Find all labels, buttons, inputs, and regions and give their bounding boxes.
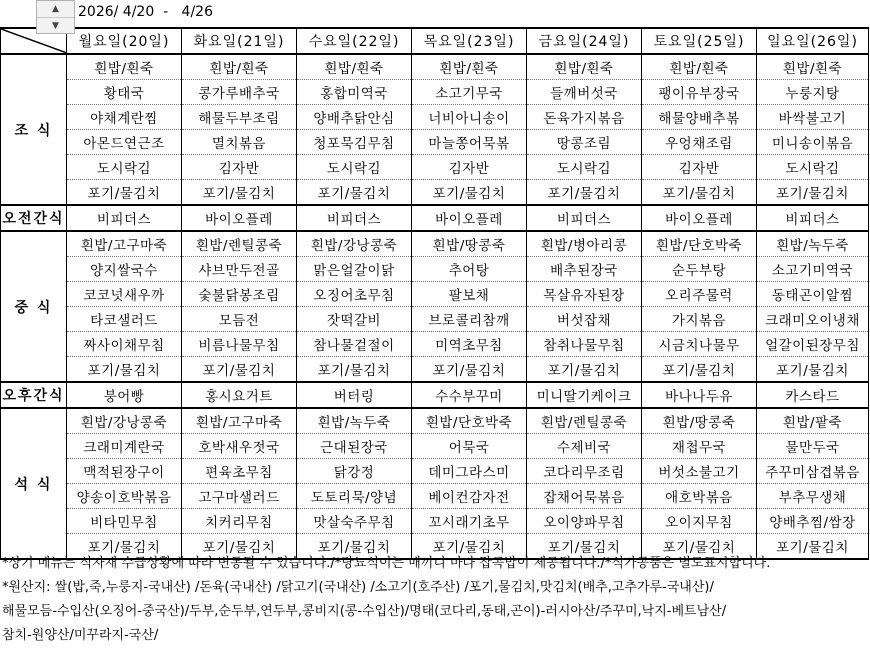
menu-cell: 얼갈이된장무침 bbox=[757, 332, 869, 357]
menu-cell: 도시락김 bbox=[757, 155, 869, 180]
menu-cell: 부추무생채 bbox=[757, 484, 869, 509]
spin-down-icon[interactable]: ▼ bbox=[37, 17, 74, 34]
menu-cell: 비피더스 bbox=[527, 205, 642, 231]
menu-cell: 오이양파무침 bbox=[527, 509, 642, 534]
menu-cell: 청포묵김무침 bbox=[297, 130, 412, 155]
menu-cell: 황태국 bbox=[67, 80, 182, 105]
meal-row bbox=[1, 382, 869, 408]
menu-cell: 오이지무침 bbox=[642, 509, 757, 534]
meal-row bbox=[1, 332, 869, 357]
menu-cell: 추어탕 bbox=[412, 257, 527, 282]
notes-section bbox=[2, 552, 868, 648]
menu-cell: 해물양배추볶 bbox=[642, 105, 757, 130]
spin-up-icon[interactable]: ▲ bbox=[52, 4, 59, 14]
meal-row bbox=[1, 257, 869, 282]
meal-table-body bbox=[1, 54, 869, 559]
menu-cell: 흰밥/흰죽 bbox=[297, 54, 412, 80]
menu-cell: 타코샐러드 bbox=[67, 307, 182, 332]
menu-cell: 물만두국 bbox=[757, 434, 869, 459]
menu-cell: 흰밥/흰죽 bbox=[757, 54, 869, 80]
menu-cell: 흰밥/렌틸콩죽 bbox=[182, 231, 297, 257]
menu-cell: 누룽지탕 bbox=[757, 80, 869, 105]
menu-cell: 흰밥/녹두죽 bbox=[757, 231, 869, 257]
menu-cell: 포기/물김치 bbox=[182, 534, 297, 560]
menu-cell: 재첩무국 bbox=[642, 434, 757, 459]
menu-cell: 참취나물무침 bbox=[527, 332, 642, 357]
menu-cell: 포기/물김치 bbox=[642, 357, 757, 383]
meal-row bbox=[1, 80, 869, 105]
menu-cell: 홍합미역국 bbox=[297, 80, 412, 105]
note-line: 해물모듬-수입산(오징어-중국산)/두부,순두부,연두부,콩비지(콩-수입산)/명태(코다리,동태,곤이)-러시아산/주꾸미,낙지-베트남산/ bbox=[2, 604, 727, 619]
meal-row bbox=[1, 282, 869, 307]
menu-cell: 소고기미역국 bbox=[757, 257, 869, 282]
menu-cell: 코코넛새우까 bbox=[67, 282, 182, 307]
meal-row bbox=[1, 509, 869, 534]
menu-cell: 흰밥/강낭콩죽 bbox=[67, 408, 182, 434]
menu-cell: 잣떡갈비 bbox=[297, 307, 412, 332]
menu-cell: 아몬드연근조 bbox=[67, 130, 182, 155]
menu-cell: 숯불닭봉조림 bbox=[182, 282, 297, 307]
day-header: 토요일(25일) bbox=[642, 28, 757, 54]
note-line: 참치-원양산/미꾸라지-국산/ bbox=[2, 628, 159, 643]
menu-cell: 꼬시래기초무 bbox=[412, 509, 527, 534]
meal-row bbox=[1, 484, 869, 509]
menu-cell: 흰밥/땅콩죽 bbox=[642, 408, 757, 434]
meal-row bbox=[1, 155, 869, 180]
menu-cell: 수수부꾸미 bbox=[412, 382, 527, 408]
menu-cell: 양지쌀국수 bbox=[67, 257, 182, 282]
menu-cell: 김자반 bbox=[182, 155, 297, 180]
menu-cell: 잡채어묵볶음 bbox=[527, 484, 642, 509]
menu-cell: 비타민무침 bbox=[67, 509, 182, 534]
menu-cell: 포기/물김치 bbox=[757, 180, 869, 206]
menu-cell: 들깨버섯국 bbox=[527, 80, 642, 105]
menu-cell: 흰밥/팥죽 bbox=[757, 408, 869, 434]
menu-cell: 포기/물김치 bbox=[412, 357, 527, 383]
menu-cell: 맑은얼갈이닭 bbox=[297, 257, 412, 282]
menu-cell: 동태곤이알찜 bbox=[757, 282, 869, 307]
menu-cell: 비피더스 bbox=[297, 205, 412, 231]
menu-cell: 포기/물김치 bbox=[182, 180, 297, 206]
menu-cell: 포기/물김치 bbox=[527, 180, 642, 206]
day-header: 화요일(21일) bbox=[182, 28, 297, 54]
menu-cell: 팔보채 bbox=[412, 282, 527, 307]
menu-cell: 도토리묵/양념 bbox=[297, 484, 412, 509]
meal-row bbox=[1, 307, 869, 332]
menu-cell: 고구마샐러드 bbox=[182, 484, 297, 509]
menu-cell: 비름나물무침 bbox=[182, 332, 297, 357]
menu-cell: 미니송이볶음 bbox=[757, 130, 869, 155]
menu-cell: 흰밥/병아리콩 bbox=[527, 231, 642, 257]
menu-cell: 포기/물김치 bbox=[297, 180, 412, 206]
menu-cell: 맥적된장구이 bbox=[67, 459, 182, 484]
weekly-meal-table bbox=[0, 27, 869, 560]
menu-cell: 소고기무국 bbox=[412, 80, 527, 105]
meal-section-label: 조 식 bbox=[1, 54, 67, 205]
day-header: 수요일(22일) bbox=[297, 28, 412, 54]
menu-cell: 오리주물럭 bbox=[642, 282, 757, 307]
menu-cell: 비피더스 bbox=[757, 205, 869, 231]
menu-cell: 김자반 bbox=[642, 155, 757, 180]
spreadsheet-top-area bbox=[0, 0, 870, 31]
menu-cell: 포기/물김치 bbox=[182, 357, 297, 383]
menu-cell: 김자반 bbox=[412, 155, 527, 180]
menu-cell: 크래미오이냉채 bbox=[757, 307, 869, 332]
menu-cell: 브로콜리참깨 bbox=[412, 307, 527, 332]
menu-cell: 참나물겉절이 bbox=[297, 332, 412, 357]
menu-cell: 흰밥/단호박죽 bbox=[412, 408, 527, 434]
spin-control[interactable] bbox=[36, 0, 75, 34]
menu-cell: 흰밥/흰죽 bbox=[182, 54, 297, 80]
menu-cell: 치커리무침 bbox=[182, 509, 297, 534]
menu-cell: 닭강정 bbox=[297, 459, 412, 484]
meal-section-label: 오전간식 bbox=[1, 205, 67, 231]
menu-cell: 포기/물김치 bbox=[527, 357, 642, 383]
menu-cell: 포기/물김치 bbox=[642, 534, 757, 560]
menu-cell: 포기/물김치 bbox=[757, 534, 869, 560]
menu-cell: 버섯소불고기 bbox=[642, 459, 757, 484]
menu-cell: 포기/물김치 bbox=[67, 534, 182, 560]
menu-cell: 팽이유부장국 bbox=[642, 80, 757, 105]
menu-cell: 편육초무침 bbox=[182, 459, 297, 484]
menu-cell: 포기/물김치 bbox=[757, 357, 869, 383]
menu-cell: 데미그라스미 bbox=[412, 459, 527, 484]
meal-row bbox=[1, 180, 869, 206]
meal-row bbox=[1, 54, 869, 80]
menu-cell: 포기/물김치 bbox=[67, 180, 182, 206]
menu-cell: 포기/물김치 bbox=[297, 357, 412, 383]
menu-cell: 양배추찜/쌈장 bbox=[757, 509, 869, 534]
menu-cell: 포기/물김치 bbox=[297, 534, 412, 560]
menu-cell: 돈육가지볶음 bbox=[527, 105, 642, 130]
menu-cell: 바나나두유 bbox=[642, 382, 757, 408]
menu-cell: 땅콩조림 bbox=[527, 130, 642, 155]
meal-row bbox=[1, 408, 869, 434]
menu-cell: 미니딸기케이크 bbox=[527, 382, 642, 408]
menu-cell: 포기/물김치 bbox=[412, 534, 527, 560]
menu-cell: 샤브만두전골 bbox=[182, 257, 297, 282]
menu-cell: 흰밥/땅콩죽 bbox=[412, 231, 527, 257]
menu-cell: 포기/물김치 bbox=[642, 180, 757, 206]
meal-section-label: 중 식 bbox=[1, 231, 67, 382]
menu-cell: 홍시요거트 bbox=[182, 382, 297, 408]
menu-cell: 흰밥/녹두죽 bbox=[297, 408, 412, 434]
menu-cell: 오징어초무침 bbox=[297, 282, 412, 307]
menu-cell: 가지볶음 bbox=[642, 307, 757, 332]
menu-cell: 콩가루배추국 bbox=[182, 80, 297, 105]
menu-cell: 흰밥/흰죽 bbox=[642, 54, 757, 80]
menu-cell: 너비아니송이 bbox=[412, 105, 527, 130]
menu-cell: 마늘쫑어묵볶 bbox=[412, 130, 527, 155]
menu-cell: 배추된장국 bbox=[527, 257, 642, 282]
day-header: 일요일(26일) bbox=[757, 28, 869, 54]
menu-cell: 주꾸미삼겹볶음 bbox=[757, 459, 869, 484]
menu-cell: 버터링 bbox=[297, 382, 412, 408]
menu-cell: 베이컨감자전 bbox=[412, 484, 527, 509]
menu-cell: 어묵국 bbox=[412, 434, 527, 459]
menu-cell: 멸치볶음 bbox=[182, 130, 297, 155]
menu-cell: 포기/물김치 bbox=[412, 180, 527, 206]
menu-cell: 순두부탕 bbox=[642, 257, 757, 282]
note-line: *상기 메뉴는 식자재 수급상황에 따라 변동될 수 있습니다./*당뇨식이는 매끼니 마다 잡곡밥이 제공됩니다./*식가공품은 별도표시합니다. bbox=[2, 556, 771, 571]
menu-cell: 짜사이채무침 bbox=[67, 332, 182, 357]
day-header: 금요일(24일) bbox=[527, 28, 642, 54]
meal-section-label: 석 식 bbox=[1, 408, 67, 559]
menu-cell: 흰밥/고구마죽 bbox=[182, 408, 297, 434]
menu-cell: 모듬전 bbox=[182, 307, 297, 332]
menu-cell: 목살유자된장 bbox=[527, 282, 642, 307]
menu-cell: 도시락김 bbox=[297, 155, 412, 180]
menu-cell: 흰밥/흰죽 bbox=[412, 54, 527, 80]
menu-cell: 근대된장국 bbox=[297, 434, 412, 459]
menu-cell: 수제비국 bbox=[527, 434, 642, 459]
menu-cell: 버섯잡채 bbox=[527, 307, 642, 332]
menu-cell: 포기/물김치 bbox=[67, 357, 182, 383]
menu-cell: 도시락김 bbox=[67, 155, 182, 180]
menu-cell: 흰밥/흰죽 bbox=[527, 54, 642, 80]
menu-cell: 흰밥/렌틸콩죽 bbox=[527, 408, 642, 434]
menu-cell: 비피더스 bbox=[67, 205, 182, 231]
meal-row bbox=[1, 105, 869, 130]
meal-row bbox=[1, 205, 869, 231]
menu-cell: 애호박볶음 bbox=[642, 484, 757, 509]
meal-row bbox=[1, 459, 869, 484]
meal-row bbox=[1, 434, 869, 459]
note-line: *원산지: 쌀(밥,죽,누룽지-국내산) /돈육(국내산) /닭고기(국내산) /소고기(호주산) /포기,물김치,맛김치(배추,고추가루-국내산)/ bbox=[2, 580, 714, 595]
menu-cell: 양배추닭안심 bbox=[297, 105, 412, 130]
meal-section-label: 오후간식 bbox=[1, 382, 67, 408]
meal-row bbox=[1, 357, 869, 383]
menu-cell: 맛살숙주무침 bbox=[297, 509, 412, 534]
day-header: 목요일(23일) bbox=[412, 28, 527, 54]
meal-row bbox=[1, 130, 869, 155]
menu-cell: 시금치나물무 bbox=[642, 332, 757, 357]
menu-cell: 양송이호박볶음 bbox=[67, 484, 182, 509]
date-range: 2026/ 4/20 - 4/26 bbox=[78, 4, 213, 20]
menu-cell: 바싹불고기 bbox=[757, 105, 869, 130]
menu-cell: 흰밥/강낭콩죽 bbox=[297, 231, 412, 257]
menu-cell: 미역초무침 bbox=[412, 332, 527, 357]
menu-cell: 바이오플레 bbox=[642, 205, 757, 231]
menu-cell: 도시락김 bbox=[527, 155, 642, 180]
menu-cell: 바이오플레 bbox=[182, 205, 297, 231]
menu-cell: 바이오플레 bbox=[412, 205, 527, 231]
menu-cell: 우엉채조림 bbox=[642, 130, 757, 155]
menu-cell: 흰밥/단호박죽 bbox=[642, 231, 757, 257]
menu-cell: 크래미계란국 bbox=[67, 434, 182, 459]
menu-cell: 카스타드 bbox=[757, 382, 869, 408]
day-header-row bbox=[1, 28, 869, 54]
menu-cell: 흰밥/흰죽 bbox=[67, 54, 182, 80]
day-header: 월요일(20일) bbox=[67, 28, 182, 54]
menu-cell: 포기/물김치 bbox=[527, 534, 642, 560]
menu-cell: 흰밥/고구마죽 bbox=[67, 231, 182, 257]
menu-cell: 호박새우젓국 bbox=[182, 434, 297, 459]
menu-cell: 붕어빵 bbox=[67, 382, 182, 408]
menu-cell: 코다리무조림 bbox=[527, 459, 642, 484]
menu-cell: 해물두부조림 bbox=[182, 105, 297, 130]
meal-row bbox=[1, 231, 869, 257]
menu-cell: 야채계란찜 bbox=[67, 105, 182, 130]
